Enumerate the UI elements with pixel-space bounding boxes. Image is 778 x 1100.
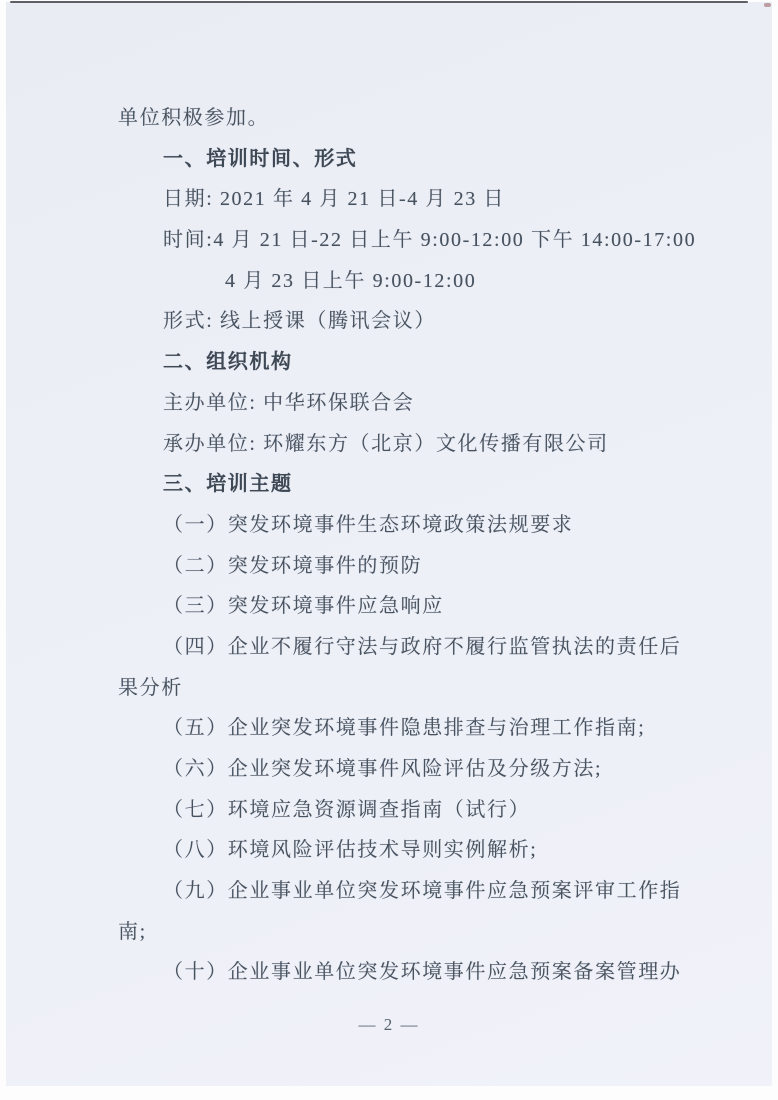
text-line: 承办单位: 环耀东方（北京）文化传播有限公司 xyxy=(163,432,609,455)
section-heading: 二、组织机构 xyxy=(163,351,293,374)
scan-artifact-dot xyxy=(764,3,771,7)
text-line: （六）企业突发环境事件风险评估及分级方法; xyxy=(163,758,603,780)
text-line: （三）突发环境事件应急响应 xyxy=(163,595,444,618)
text-line: 时间:4 月 21 日-22 日上午 9:00-12:00 下午 14:00-17:00 xyxy=(163,229,697,252)
text-line: 主办单位: 中华环保联合会 xyxy=(163,391,415,414)
text-line: （十）企业事业单位突发环境事件应急预案备案管理办 xyxy=(163,961,682,984)
page-number: — 2 — xyxy=(358,1015,420,1034)
text-line: 南; xyxy=(118,920,147,943)
text-line: （一）突发环境事件生态环境政策法规要求 xyxy=(163,513,574,536)
text-line: （四）企业不履行守法与政府不履行监管执法的责任后 xyxy=(163,635,682,658)
section-heading: 三、培训主题 xyxy=(163,473,293,496)
text-line: （九）企业事业单位突发环境事件应急预案评审工作指 xyxy=(163,880,682,903)
text-line: （八）环境风险评估技术导则实例解析; xyxy=(163,839,538,862)
text-line: 日期: 2021 年 4 月 21 日-4 月 23 日 xyxy=(163,188,506,211)
document-body xyxy=(118,98,718,993)
text-line: （五）企业突发环境事件隐患排查与治理工作指南; xyxy=(163,717,646,740)
text-line: 形式: 线上授课（腾讯会议） xyxy=(163,310,436,333)
text-line: 4 月 23 日上午 9:00-12:00 xyxy=(225,269,477,292)
scan-top-edge-line xyxy=(10,1,748,3)
text-line: 果分析 xyxy=(118,676,183,699)
text-line: （七）环境应急资源调查指南（试行） xyxy=(163,798,531,821)
text-line: （二）突发环境事件的预防 xyxy=(163,554,423,577)
section-heading: 一、培训时间、形式 xyxy=(163,147,358,170)
text-line: 单位积极参加。 xyxy=(118,107,270,129)
